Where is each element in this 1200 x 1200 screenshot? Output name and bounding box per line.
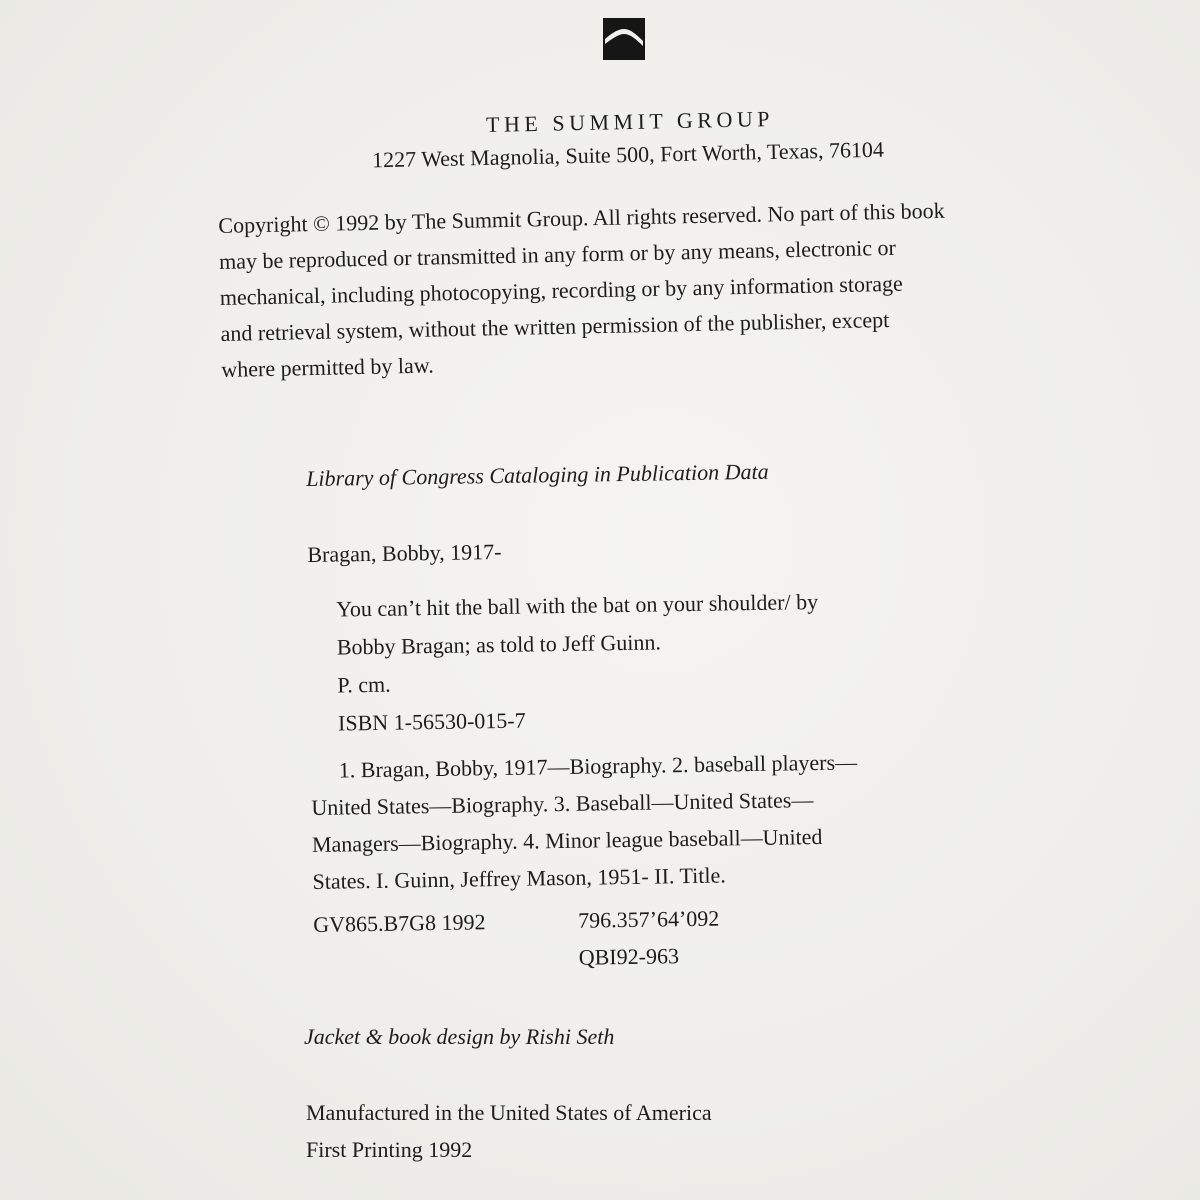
cip-data-block: [306, 456, 966, 970]
cip-entry-line: Bobby Bragan; as told to Jeff Guinn.: [336, 629, 662, 660]
copyright-line: may be reproduced or transmitted in any form or by any means, electronic or: [218, 234, 897, 274]
printing-line: First Printing 1992: [306, 1137, 473, 1162]
cip-subject-line: United States—Biography. 3. Baseball—United States—: [311, 787, 814, 820]
cip-subject-line: 1. Bragan, Bobby, 1917—Biography. 2. baseball players—: [338, 749, 858, 783]
cip-subject-line: Managers—Biography. 4. Minor league baseball—United: [311, 823, 823, 857]
cip-subjects: [310, 743, 859, 900]
record-number: QBI92-963: [578, 943, 680, 970]
cip-classification: [313, 900, 720, 980]
manufacture-info: [306, 1094, 712, 1168]
copyright-line: where permitted by law.: [221, 352, 434, 382]
publisher-address: 1227 West Magnolia, Suite 500, Fort Worth, Texas, 76104: [371, 136, 885, 173]
copyright-line: mechanical, including photocopying, recording or by any information storage: [219, 270, 904, 310]
summit-mountain-logo-icon: [603, 18, 645, 60]
cip-isbn: ISBN 1-56530-015-7: [337, 707, 526, 736]
copyright-line: Copyright © 1992 by The Summit Group. All rights reserved. No part of this book: [218, 197, 945, 238]
publisher-name: THE SUMMIT GROUP: [485, 105, 775, 138]
cip-entry-line: P. cm.: [337, 671, 391, 698]
copyright-notice: [218, 191, 1052, 388]
cip-entry-line: You can’t hit the ball with the bat on your shoulder/ by: [336, 588, 819, 622]
copyright-line: and retrieval system, without the written permission of the publisher, except: [220, 306, 890, 346]
cip-subject-line: States. I. Guinn, Jeffrey Mason, 1951- II. Title.: [312, 862, 726, 894]
dewey-number: 796.357’64’092: [577, 905, 720, 933]
cip-heading: Library of Congress Cataloging in Publication Data: [306, 458, 769, 491]
cip-author: Bragan, Bobby, 1917-: [307, 538, 502, 567]
lc-call-number: GV865.B7G8 1992: [313, 909, 486, 937]
cip-entry: [336, 583, 820, 743]
design-credit: Jacket & book design by Rishi Seth: [304, 1024, 615, 1049]
manufacture-line: Manufactured in the United States of America: [306, 1100, 712, 1125]
